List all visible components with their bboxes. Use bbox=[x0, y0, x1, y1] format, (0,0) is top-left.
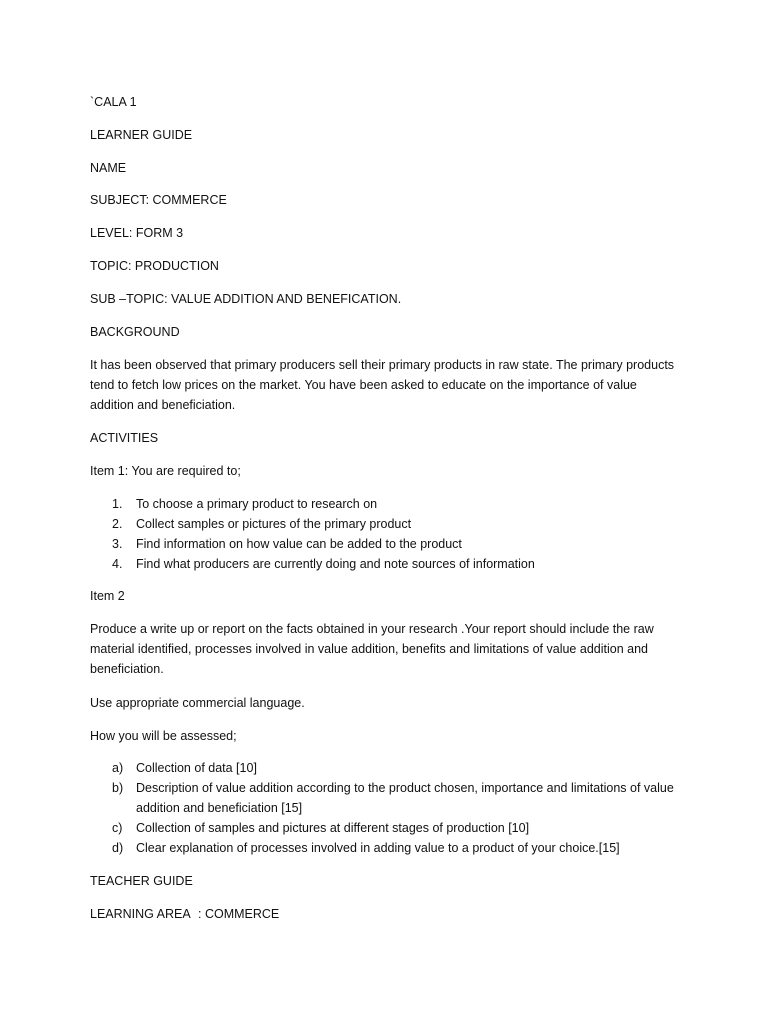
cala-label: `CALA 1 bbox=[90, 95, 137, 109]
list-item-text: Find information on how value can be added to the product bbox=[136, 537, 462, 551]
language-note: Use appropriate commercial language. bbox=[90, 696, 305, 710]
list-item bbox=[90, 554, 676, 574]
list-marker: b) bbox=[112, 781, 124, 795]
list-item bbox=[90, 494, 676, 514]
guide-title: LEARNER GUIDE bbox=[90, 128, 193, 142]
list-item bbox=[90, 514, 676, 534]
list-marker: 4. bbox=[112, 557, 123, 571]
learning-area-label: LEARNING AREA bbox=[90, 907, 191, 921]
list-item bbox=[90, 818, 676, 838]
background-heading: BACKGROUND bbox=[90, 325, 180, 339]
sub-topic-line: SUB –TOPIC: VALUE ADDITION AND BENEFICATION. bbox=[90, 292, 402, 306]
level-line: LEVEL: FORM 3 bbox=[90, 226, 184, 240]
assessment-list bbox=[90, 758, 676, 858]
item1-list bbox=[90, 494, 676, 574]
list-item-text: To choose a primary product to research on bbox=[136, 497, 378, 511]
topic-line: TOPIC: PRODUCTION bbox=[90, 259, 219, 273]
assessment-intro: How you will be assessed; bbox=[90, 729, 237, 743]
subject-line: SUBJECT: COMMERCE bbox=[90, 193, 227, 207]
list-item-text: Description of value addition according to the product chosen, importance and limitations of value addition and beneficiation [15] bbox=[136, 781, 674, 815]
background-paragraph: It has been observed that primary producers sell their primary products in raw state. The primary products tend to fetch low prices on the market. You have been asked to educate on the importance of value addition and beneficiation. bbox=[90, 358, 675, 412]
item2-heading: Item 2 bbox=[90, 589, 125, 603]
list-item-text: Collection of samples and pictures at different stages of production [10] bbox=[136, 821, 530, 835]
list-marker: a) bbox=[112, 761, 124, 775]
activities-heading: ACTIVITIES bbox=[90, 431, 159, 445]
learning-area-line bbox=[90, 906, 279, 922]
list-item bbox=[90, 758, 676, 778]
list-item-text: Collect samples or pictures of the primary product bbox=[136, 517, 412, 531]
list-marker: c) bbox=[112, 821, 123, 835]
teacher-guide-heading: TEACHER GUIDE bbox=[90, 874, 193, 888]
list-item bbox=[90, 838, 676, 858]
list-item-text: Clear explanation of processes involved in adding value to a product of your choice.[15] bbox=[136, 841, 620, 855]
list-marker: d) bbox=[112, 841, 124, 855]
learning-area-value: : COMMERCE bbox=[198, 907, 280, 921]
list-item-text: Find what producers are currently doing and note sources of information bbox=[136, 557, 535, 571]
list-item-text: Collection of data [10] bbox=[136, 761, 257, 775]
list-marker: 3. bbox=[112, 537, 123, 551]
name-label: NAME bbox=[90, 161, 127, 175]
list-marker: 1. bbox=[112, 497, 123, 511]
list-marker: 2. bbox=[112, 517, 123, 531]
list-item bbox=[90, 534, 676, 554]
item2-paragraph: Produce a write up or report on the facts obtained in your research .Your report should include the raw material identified, processes involved in value addition, benefits and limitations of value addition and beneficiation. bbox=[90, 622, 654, 676]
list-item bbox=[90, 778, 676, 818]
item1-intro: Item 1: You are required to; bbox=[90, 464, 241, 478]
